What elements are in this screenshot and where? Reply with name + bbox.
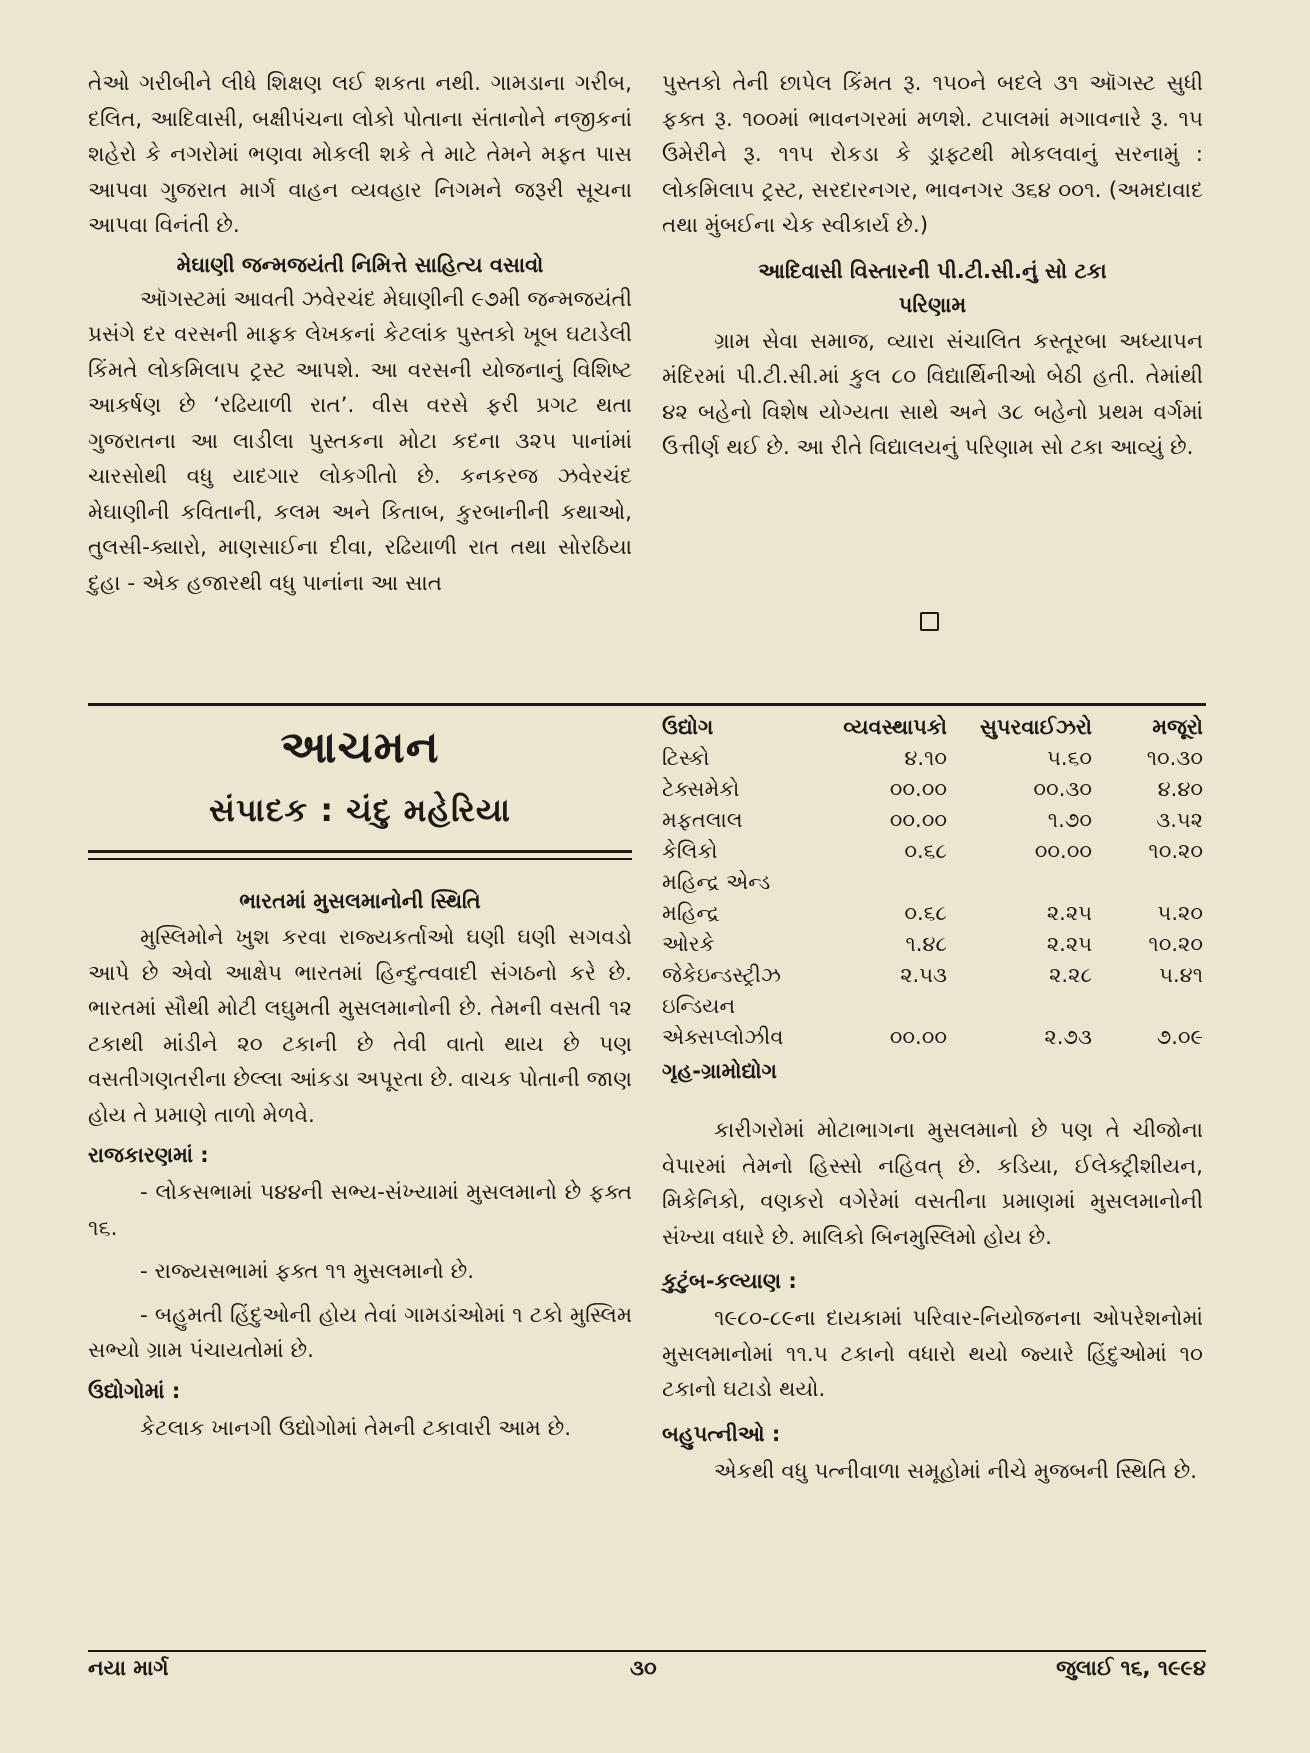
table-cell-value: ૧.૭૦ <box>1047 808 1092 832</box>
muslims-intro-paragraph: મુસ્લિમોને ખુશ કરવા રાજ્યકર્તાઓ ઘણી ઘણી સગવડો આપે છે એવો આક્ષેપ ભારતમાં હિન્દુત્વવાદી સંગઠનો કરે છે. ભારતમાં સૌથી મોટી લઘુમતી મુસલમાનોની છે. તેમની વસતી ૧૨ ટકાથી માંડીને ૨૦ ટકાની છે તેવી વાતો થાય છે પણ વસતીગણતરીના છેલ્લા આંકડા અપૂરતા છે. વાચક પોતાની જાણ હોય તે પ્રમાણે તાળો મેળવે. <box>88 925 632 1128</box>
table-cell-value: ૦.૬૮ <box>904 839 947 863</box>
table-cell-industry: કેલિકો <box>662 839 718 863</box>
ptc-heading-line1: આદિવાસી વિસ્તારની પી.ટી.સી.નું સો ટકા <box>758 258 1107 283</box>
section-title: આચમન <box>280 722 440 773</box>
table-cell-value: ૦૦.૦૦ <box>1034 839 1092 863</box>
table-cell-value: ૧૦.૨૦ <box>1148 932 1203 956</box>
section-title-block <box>88 722 632 830</box>
table-cell-value: ૦૦.૩૦ <box>1033 777 1092 801</box>
family-welfare-subheading: કુટુંબ-કલ્યાણ : <box>662 1269 797 1293</box>
politics-item-3: - બહુમતી હિંદુઓની હોય તેવાં ગામડાંઓમાં ૧ ટકો મુસ્લિમ સભ્યો ગ્રામ પંચાયતોમાં છે. <box>88 1302 632 1363</box>
table-row <box>662 960 1203 991</box>
table-cell-value: ૨.૫૩ <box>900 963 947 987</box>
table-cell-industry: ટિસ્કો <box>662 746 710 770</box>
table-cell-value: ૧.૪૮ <box>905 932 947 956</box>
table-row <box>662 898 1203 929</box>
table-cell-value: ૦.૬૮ <box>904 901 947 925</box>
table-cell-value: ૧૦.૨૦ <box>1148 839 1203 863</box>
table-cell-industry: ટેક્સમેકો <box>662 777 740 801</box>
table-cell-value <box>947 867 1092 898</box>
table-cell-industry: મફતલાલ <box>662 808 743 832</box>
lower-right-column <box>662 712 1203 1489</box>
header-industry: ઉદ્યોગ <box>662 715 714 739</box>
meghani-paragraph: ઑગસ્ટમાં આવતી ઝવેરચંદ મેઘાણીની ૯૭મી જન્મજયંતી પ્રસંગે દર વરસની માફક લેખકનાં કેટલાંક પુસ્તકો ખૂબ ઘટાડેલી કિંમતે લોકમિલાપ ટ્રસ્ટ આપશે. આ વરસની યોજનાનું વિશિષ્ટ આકર્ષણ છે ‘રઢિયાળી રાત’. વીસ વરસે ફરી પ્રગટ થતા ગુજરાતના આ લાડીલા પુસ્તકના મોટા કદના ૩૨૫ પાનાંમાં ચારસોથી વધુ યાદગાર લોકગીતો છે. કનકરજ ઝવેરચંદ મેઘાણીની કવિતાની, કલમ અને કિતાબ, કુરબાનીની કથાઓ, તુલસી-ક્યારો, માણસાઈના દીવા, રઢિયાળી રાત તથા સોરઠિયા દુહા - એક હજારથી વધુ પાનાંના આ સાત <box>88 286 632 596</box>
politics-item-1: - લોકસભામાં ૫૪૪ની સભ્ય-સંખ્યામાં મુસલમાનો છે ફક્ત ૧૬. <box>88 1180 632 1241</box>
muslims-heading: ભારતમાં મુસલમાનોની સ્થિતિ <box>239 889 481 913</box>
politics-item-2: - રાજ્યસભામાં ફક્ત ૧૧ મુસલમાનો છે. <box>140 1259 475 1284</box>
table-cell-industry: મહિન્દ્ર એન્ડ <box>662 870 771 894</box>
ptc-heading-line2: પરિણામ <box>898 292 967 317</box>
table-cell-industry: જેકેઇન્ડસ્ટ્રીઝ <box>662 963 781 987</box>
table-row <box>662 836 1203 867</box>
table-row <box>662 1022 1203 1053</box>
polygamy-paragraph: એકથી વધુ પત્નીવાળા સમૂહોમાં નીચે મુજબની સ્થિતિ છે. <box>714 1458 1198 1484</box>
title-rule-bottom <box>88 858 632 860</box>
header-workers: મજૂરો <box>1152 715 1203 739</box>
table-row <box>662 805 1203 836</box>
section-editor: સંપાદક : ચંદુ મહેરિયા <box>209 791 511 829</box>
table-cell-value: ૨.૨૫ <box>1046 932 1092 956</box>
intro-paragraph: તેઓ ગરીબીને લીધે શિક્ષણ લઈ શકતા નથી. ગામડાના ગરીબ, દલિત, આદિવાસી, બક્ષીપંચના લોકો પોતાના સંતાનોને નજીકનાં શહેરો કે નગરોમાં ભણવા મોકલી શકે તે માટે તેમને મફત પાસ આપવા ગુજરાત માર્ગ વાહન વ્યવહાર નિગમને જરૂરી સૂચના આપવા વિનંતી છે. <box>88 71 632 238</box>
cottage-industry-label: ગૃહ-ગ્રામોદ્યોગ <box>662 1059 777 1083</box>
ptc-paragraph: ગ્રામ સેવા સમાજ, વ્યારા સંચાલિત કસ્તૂરબા અધ્યાપન મંદિરમાં પી.ટી.સી.માં કુલ ૮૦ વિદ્યાર્થિનીઓ બેઠી હતી. તેમાંથી ૪૨ બહેનો વિશેષ યોગ્યતા સાથે અને ૩૮ બહેનો પ્રથમ વર્ગમાં ઉત્તીર્ણ થઈ છે. આ રીતે વિદ્યાલયનું પરિણામ સો ટકા આવ્યું છે. <box>662 328 1203 460</box>
lokmilap-paragraph: પુસ્તકો તેની છાપેલ કિંમત રૂ. ૧૫૦ને બદલે ૩૧ ઑગસ્ટ સુધી ફક્ત રૂ. ૧૦૦માં ભાવનગરમાં મળશે. ટપાલમાં મગાવનારે રૂ. ૧૫ ઉમેરીને રૂ. ૧૧૫ રોકડા કે ડ્રાફ્ટથી મોકલવાનું સરનામું : લોકમિલાપ ટ્રસ્ટ, સરદારનગર, ભાવનગર ૩૬૪ ૦૦૧. (અમદાવાદ તથા મુંબઈના ચેક સ્વીકાર્ય છે.) <box>662 71 1203 238</box>
top-right-column <box>662 66 1203 466</box>
footer-page-number: ૩૦ <box>630 1656 657 1680</box>
header-managers: વ્યવસ્થાપકો <box>843 715 947 739</box>
table-cell-value <box>1092 991 1203 1022</box>
industry-paragraph: કેટલાક ખાનગી ઉદ્યોગોમાં તેમની ટકાવારી આમ છે. <box>140 1415 572 1441</box>
header-supervisors: સુપરવાઈઝરો <box>979 715 1092 739</box>
top-left-column <box>88 66 632 601</box>
table-cell-value <box>802 867 947 898</box>
table-cell-value: ૧૦.૩૦ <box>1146 746 1203 770</box>
table-cell-value: ૪.૧૦ <box>904 746 947 770</box>
table-cell-value: ૪.૪૦ <box>1157 777 1203 801</box>
section-divider <box>88 703 1206 706</box>
table-cell-value: ૨.૨૮ <box>1049 963 1092 987</box>
family-welfare-paragraph: ૧૯૮૦-૮૯ના દાયકામાં પરિવાર-નિયોજનના ઓપરેશનોમાં મુસલમાનોમાં ૧૧.૫ ટકાનો વધારો થયો જ્યારે હિંદુઓમાં ૧૦ ટકાનો ઘટાડો થયો. <box>662 1306 1203 1402</box>
industry-table <box>662 712 1203 1053</box>
table-cell-value: ૦૦.૦૦ <box>889 1025 947 1049</box>
table-cell-value: ૦૦.૦૦ <box>889 808 947 832</box>
table-cell-value: ૨.૭૩ <box>1044 1025 1092 1049</box>
table-cell-industry: મહિન્દ્ર <box>662 901 720 925</box>
table-cell-value: ૦૦.૦૦ <box>889 777 947 801</box>
table-row <box>662 743 1203 774</box>
table-cell-value: ૫.૪૧ <box>1159 963 1203 987</box>
table-cell-value: ૩.૫૨ <box>1156 808 1203 832</box>
table-row <box>662 774 1203 805</box>
end-of-article-box-icon <box>920 612 939 631</box>
table-row <box>662 929 1203 960</box>
table-row <box>662 867 1203 898</box>
footer-date: જુલાઈ ૧૬, ૧૯૯૪ <box>1056 1656 1206 1680</box>
title-rule-top <box>88 850 632 853</box>
industry-subheading: ઉદ્યોગોમાં : <box>88 1378 181 1403</box>
table-cell-value: ૭.૦૯ <box>1156 1025 1203 1049</box>
table-cell-value <box>1092 867 1203 898</box>
footer-rule <box>88 1650 1206 1652</box>
table-cell-value: ૫.૬૦ <box>1047 746 1092 770</box>
meghani-heading: મેઘાણી જન્મજયંતી નિમિત્તે સાહિત્ય વસાવો <box>176 252 544 277</box>
table-cell-value: ૫.૨૦ <box>1157 901 1203 925</box>
table-cell-industry: ઇન્ડિયન <box>662 994 736 1018</box>
lower-left-column <box>88 884 632 1446</box>
politics-subheading: રાજકારણમાં : <box>88 1143 209 1167</box>
polygamy-subheading: બહુપત્નીઓ : <box>662 1421 781 1446</box>
table-cell-value <box>802 991 947 1022</box>
table-row <box>662 991 1203 1022</box>
footer-magazine-name: નયા માર્ગ <box>88 1656 169 1680</box>
table-cell-value <box>947 991 1092 1022</box>
table-header-row <box>662 712 1203 743</box>
table-cell-industry: ઓરકે <box>662 932 715 956</box>
artisans-paragraph: કારીગરોમાં મોટાભાગના મુસલમાનો છે પણ તે ચીજોના વેપારમાં તેમનો હિસ્સો નહિવત્ છે. કડિયા, ઈલેક્ટ્રીશીયન, મિકેનિકો, વણકરો વગેરેમાં વસતીના પ્રમાણમાં મુસલમાનોની સંખ્યા વધારે છે. માલિકો બિનમુસ્લિમો હોય છે. <box>662 1118 1203 1250</box>
table-cell-industry: એક્સપ્લોઝીવ <box>662 1025 784 1049</box>
table-cell-value: ૨.૨૫ <box>1046 901 1092 925</box>
